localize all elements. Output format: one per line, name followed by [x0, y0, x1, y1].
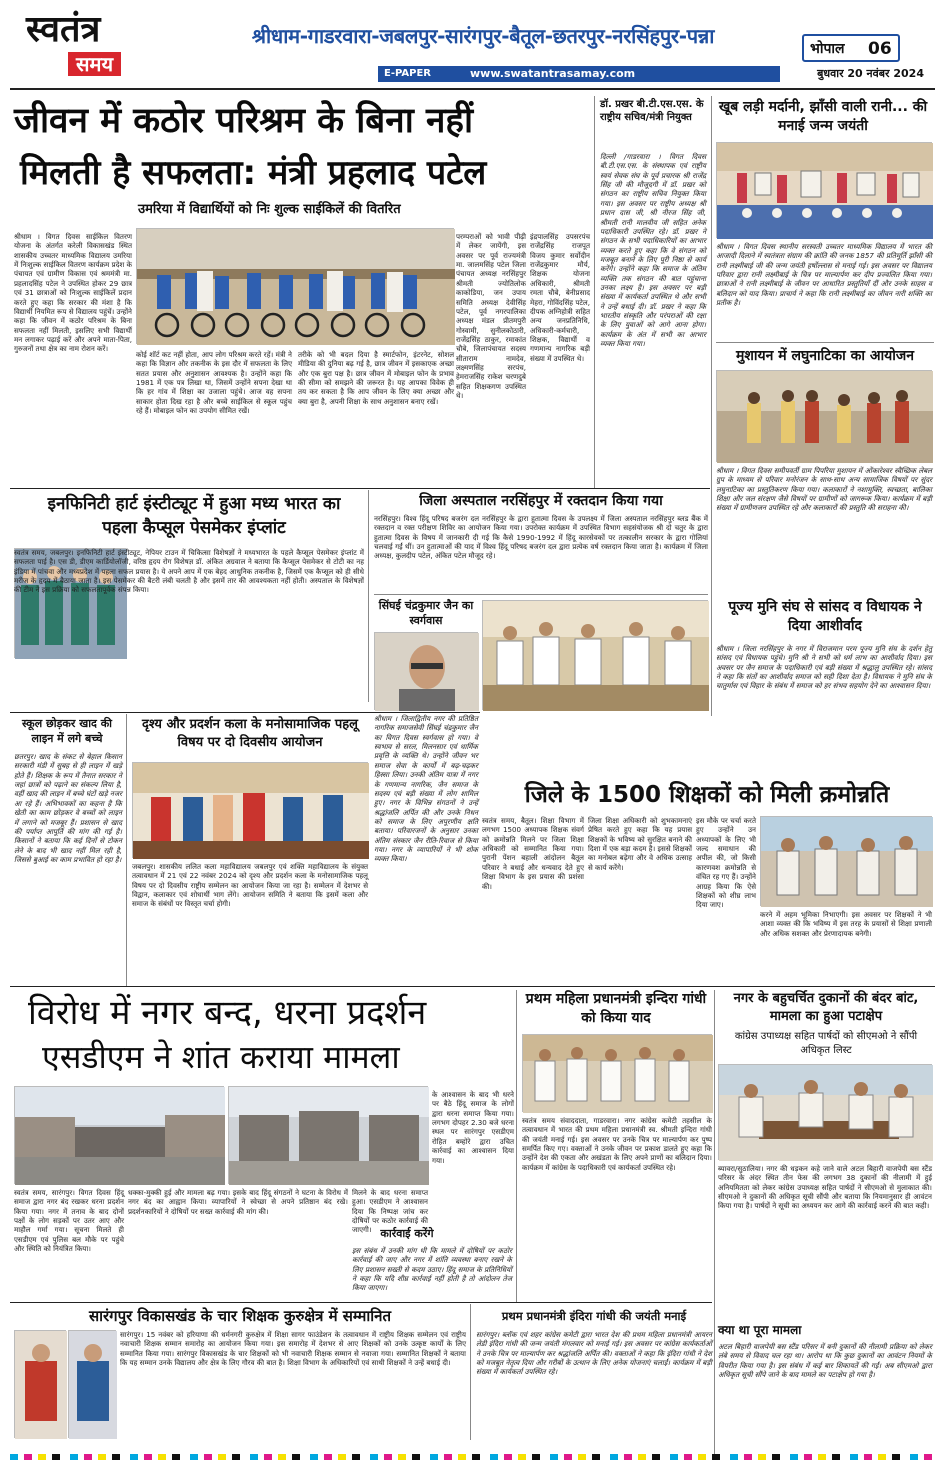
lead-col-5: इंद्रपालसिंह उपसरपंच राजेंद्रसिंह राजपूत विजय कुमार सर्वोदीन राजेंद्रकुमार मौर्य, शिक्षक योजना अधिकारी, श्रीमती रमता चौबे, बेनीप्रसाद मेहरा, गोविंदसिंह पटेल, दीपक अग्निहोत्री सहित अन्य जनप्रतिनिधि, अधिकारी-कर्मचारी, शिक्षक, विद्यार्थी व गणमान्य नागरिक बड़ी संख्या में उपस्थित थे।	[530, 232, 590, 363]
seminar-headline[interactable]: दृश्य और प्रदर्शन कला के मनोसामाजिक पहलू विषय पर दो दिवसीय आयोजन	[142, 717, 358, 750]
cmo-meeting-image	[719, 1065, 933, 1161]
jhansi-photo	[716, 142, 932, 238]
bandh-quote: इस संबंध में उनकी मांग थी कि मामले में दोषियों पर कठोर कार्रवाई की जाए और नगर में शांति व्यवस्था बनाए रखने के लिए प्रशासन सख्ती से कदम उठाए। हिंदू समाज के प्रतिनिधियों ने कहा कि यदि शीघ्र कार्रवाई नहीं होती है तो आंदोलन तेज किया जाएगा।	[352, 1246, 512, 1293]
teachers-photo-1	[14, 1330, 66, 1438]
shops-subhead-2: क्या था पूरा मामला	[718, 1323, 802, 1337]
bandh-subhead: कार्रवाई करेंगे	[380, 1227, 434, 1240]
seminar-photo	[132, 762, 368, 858]
obit-body: श्रीधाम । जिलाद्वितीय नगर की प्रतिष्ठित नागरिक समाजसेवी सिंघई चंद्रकुमार जैन का विगत दिवस स्वर्गवास हो गया। वे स्वभाव से सरल, मिलनसार एवं धार्मिक प्रवृत्ति के व्यक्ति थे। उन्होंने जीवन भर समाज सेवा के कार्यों में बढ़-चढ़कर हिस्सा लिया। उनकी अंतिम यात्रा में नगर के गणमान्य नागरिक, जैन समाज के सदस्य एवं बड़ी संख्या में लोग शामिल हुए। नगर के विभिन्न संगठनों ने उन्हें श्रद्धांजलि अर्पित की और उनके निधन को समाज के लिए अपूरणीय क्षति बताया। परिवारजनों के अनुसार उनका अंतिम संस्कार जैन रीति-रिवाज से किया गया। नगर के व्यापारियों ने भी शोक व्यक्त किया।	[374, 714, 478, 864]
bandh-col-1: स्वतंत्र समय, सारंगपुर। विगत दिवस हिंदू समाज द्वारा नगर बंद रखकर धरना प्रदर्शन किया गया। नगर में तनाव के बाद दोनों पक्षों के लोग सड़कों पर उतर आए और माहौल गर्मा गया। सूचना मिलते ही एसडीएम एवं पुलिस बल मौके पर पहुंचे और स्थिति को नियंत्रित किया।	[14, 1188, 124, 1254]
column-divider-6	[714, 990, 715, 1460]
appoint-headline[interactable]: डॉ. प्रखर बी.टी.एस.एस. के राष्ट्रीय सचिव/मंत्री नियुक्त	[600, 99, 704, 123]
nukkad-drama-image	[717, 371, 933, 463]
teachers-headline[interactable]: सारंगपुर विकासखंड के चार शिक्षक कुरुक्षेत्र में सम्मानित	[88, 1307, 392, 1325]
muni-sangh-image	[483, 601, 709, 711]
promotion-col-3: इस मौके पर चर्चा करते हुए उन्होंने उन अध्यापकों के लिए भी जल्द समाधान की अपील की, जो किसी कारणवश क्रमोन्नति से वंचित रह गए हैं। उन्होंने आग्रह किया कि ऐसे शिक्षकों को शीघ्र लाभ दिया जाए।	[696, 816, 756, 910]
column-divider-5	[516, 990, 517, 1302]
epaper-label: E-PAPER	[384, 68, 431, 79]
column-divider-4	[126, 714, 127, 986]
teachers-body: सारंगपुर। 15 नवंबर को हरियाणा की धर्मनगरी कुरुक्षेत्र में शिक्षा सागर फाउंडेशन के तत्वावधान में राष्ट्रीय शिक्षक सम्मेलन एवं राष्ट्रीय नवाचारी शिक्षक सम्मान समारोह का आयोजन किया गया। इस समारोह में देशभर से आए शिक्षकों को उनके उत्कृष्ट कार्यों के लिए सम्मानित किया गया। सारंगपुर विकासखंड के चार शिक्षकों को भी नवाचारी शिक्षक सम्मान से नवाजा गया। सम्मानित शिक्षकों ने बताया कि यह सम्मान उनके विद्यालय और क्षेत्र के लिए गौरव की बात है। शिक्षा विभाग के अधिकारियों एवं साथी शिक्षकों ने उन्हें बधाई दी।	[120, 1330, 466, 1368]
muni-headline[interactable]: पूज्य मुनि संघ से सांसद व विधायक ने दिया आशीर्वाद	[728, 599, 922, 634]
jayanti-body: सारंगपुर। ब्लॉक एवं शहर कांग्रेस कमेटी द्वारा भारत देश की प्रथम महिला प्रधानमंत्री आयरन लेडी इंदिरा गांधी की जन्म जयंती मंगलवार को मनाई गई। इस अवसर पर कांग्रेस कार्यकर्ताओं ने उनके चित्र पर माल्यार्पण कर श्रद्धांजलि अर्पित की। वक्ताओं ने कहा कि इंदिरा गांधी ने देश को मजबूत नेतृत्व दिया और गरीबों के उत्थान के लिए अनेक योजनाएं चलाईं। कार्यक्रम में बड़ी संख्या में कार्यकर्ता उपस्थित रहे।	[476, 1330, 712, 1377]
shops-body-2: अटल बिहारी वाजपेयी बस स्टैंड परिसर में बनी दुकानों की नीलामी प्रक्रिया को लेकर लंबे समय से विवाद चल रहा था। आरोप था कि कुछ दुकानों का आवंटन नियमों के विपरीत किया गया है। इस संबंध में कई बार शिकायतें की गईं। अब सीएमओ द्वारा अधिकृत सूची सौंपे जाने के बाद मामले का पटाक्षेप हो गया है।	[718, 1342, 932, 1380]
nukkad-body: श्रीधाम । विगत दिवस समीपवर्ती ग्राम पिपरिया मुशायन में ओंकारेश्वर स्वैच्छिक लेबल ग्रुप के माध्यम से परिवार मनोरंजन के साथ-साथ अन्य सामाजिक विषयों पर सुंदर लघुनाटिका का प्रस्तुतिकरण किया गया। कलाकारों ने नशामुक्ति, स्वच्छता, बालिका शिक्षा और जल संरक्षण जैसे विषयों पर ग्रामीणों को जागरूक किया। कार्यक्रम में बड़ी संख्या में ग्रामीणजन उपस्थित रहे और कलाकारों की प्रस्तुति की सराहना की।	[716, 466, 932, 513]
shops-body: ब्यावरा/सुठालिया। नगर की धड़कन कहे जाने वाले अटल बिहारी वाजपेयी बस स्टैंड परिसर के अंदर स्थित तीन फेस की लगभग 38 दुकानों की नीलामी में हुई अनियमितता को लेकर कांग्रेस उपाध्यक्ष सहित पार्षदों ने सीएमओ से मुलाकात की। सीएमओ ने दुकानों की अधिकृत सूची सौंपी और बताया कि नियमानुसार ही आवंटन किया गया है। पार्षदों ने सूची का अध्ययन कर आगे की कार्रवाई करने की बात कही।	[718, 1164, 932, 1211]
bandh-headline-1[interactable]: विरोध में नगर बन्द, धरना प्रदर्शन	[28, 993, 427, 1033]
indira-headline[interactable]: प्रथम महिला प्रधानमंत्री इन्दिरा गांधी को किया याद	[525, 991, 707, 1026]
bandh-col-3: मिलने के बाद धरना समाप्त हुआ। एसडीएम ने आश्वासन दिया कि निष्पक्ष जांच कर दोषियों पर कठोर कार्रवाई की जाएगी।	[352, 1188, 428, 1235]
promotion-headline[interactable]: जिले के 1500 शिक्षकों को मिली क्रमोन्नति	[524, 782, 890, 808]
congress-tribute-image	[523, 1035, 713, 1113]
obit-headline[interactable]: सिंघई चंद्रकुमार जैन का स्वर्गवास	[378, 599, 474, 627]
bandh-headline-2[interactable]: एसडीएम ने शांत कराया मामला	[42, 1038, 400, 1076]
blood-headline[interactable]: जिला अस्पताल नरसिंहपुर में रक्तदान किया गया	[419, 493, 663, 509]
column-divider	[594, 96, 595, 488]
closed-shops-image	[229, 1087, 429, 1185]
jhansi-body: श्रीधाम । विगत दिवस स्थानीय सरस्वती उच्चतर माध्यमिक विद्यालय में भारत की आजादी दिलाने में स्वतंत्रता संग्राम की क्रांति की जनक 1857 की प्रतिमूर्ति झाँसी की रानी लक्ष्मीबाई जी की जन्म जयंती हर्षोल्लास से मनाई गई। इस अवसर पर विद्यालय परिवार द्वारा रानी लक्ष्मीबाई के चित्र पर माल्यार्पण कर दीप प्रज्वलित किया गया। छात्राओं ने रानी लक्ष्मीबाई के जीवन पर आधारित प्रस्तुतियाँ दीं और उनके साहस व बलिदान को याद किया। प्राचार्य ने कहा कि रानी लक्ष्मीबाई का जीवन नारी शक्ति का प्रतीक है।	[716, 242, 932, 308]
jhansi-event-image	[717, 143, 933, 239]
section-rule-6	[10, 1302, 712, 1303]
promotion-col-1: स्वतंत्र समय, बैतूल। शिक्षा विभाग में लगभग 1500 अध्यापक शिक्षक संवर्ग को क्रमोन्नति मिलने पर जिला शिक्षा अधिकारी को सम्मानित किया गया। पुरानी पेंशन बहाली आंदोलन बैतूल परिवार ने बधाई और धन्यवाद देते हुए शिक्षा विभाग के इस प्रयास की प्रशंसा की।	[482, 816, 584, 891]
pacemaker-headline[interactable]: इनफिनिटी हार्ट इंस्टीट्यूट में हुआ मध्य भारत का पहला कैप्सूल पेसमेकर इंप्लांट	[47, 494, 341, 538]
masthead-rule	[10, 88, 935, 90]
shops-headline[interactable]: नगर के बहुचर्चित दुकानों की बंदर बांट, मामला का हुआ पटाक्षेप	[733, 991, 919, 1024]
promotion-col-4: करने में अहम भूमिका निभाएगी। इस अवसर पर शिक्षकों ने भी आशा व्यक्त की कि भविष्य में इस तरह के प्रयासों से शिक्षा प्रणाली और अधिक सशक्त और प्रेरणादायक बनेगी।	[760, 910, 932, 938]
indira-photo	[522, 1034, 712, 1112]
section-rule-5	[10, 986, 935, 987]
teachers-photo-2	[68, 1330, 116, 1438]
logo[interactable]	[26, 10, 156, 76]
edition-box	[802, 34, 900, 62]
page-number: 06	[868, 39, 892, 59]
pacemaker-body: स्वतंत्र समय, जबलपुर। इनफिनिटी हार्ट इंस्टीट्यूट, नेपियर टाउन में चिकित्सा विशेषज्ञों ने मध्यभारत के पहले कैप्सूल पेसमेकर इंप्लांट में सफलता पाई है। एस डी, डीएम कार्डियोलॉजी, वरिष्ठ हृदय रोग विशेषज्ञ डॉ. अंकित अग्रवाल ने बताया कि कैप्सूल पेसमेकर से टोटी का नह इंडिया में पांचवा और मध्यप्रदेश में पहला सफल प्रयास है। ये अपने आप में एक बेहद आधुनिक तकनीक है, जिसमें एक कैप्सूल को ही सीधे मरीज के हृदय में बैठाया जाता है। इस पेसमेकर की बैटरी लंबी चलती है और इसमें तार की आवश्यकता नहीं होती। अस्पताल के विशेषज्ञों की टीम ने इस प्रक्रिया को सफलतापूर्वक संपन्न किया।	[14, 548, 364, 595]
logo-bottom: समय	[68, 52, 121, 76]
closed-market-image	[15, 1087, 225, 1185]
lead-col-3: तरीके को भी बदल दिया है स्मार्टफोन, इंटरनेट, सोशल मीडिया की दुनिया बढ़ गई है, छात्र जीवन में इसकाएक अच्छा और एक बुरा पक्ष है। छात्र जीवन में मोबाइल फोन के प्रभाव की सीमा को समझने की जरूरत है। यह आपका विवेक ही तय कर सकता है कि आप जीवन के लिए क्या अच्छा और क्या बुरा है, अपनी शिक्षा के साथ अनुशासन बनाए रखें।	[298, 350, 454, 406]
nukkad-photo	[716, 370, 932, 462]
school-headline[interactable]: स्कूल छोड़कर खाद की लाइन में लगे बच्चे	[21, 717, 113, 745]
teacher-award-image-2	[69, 1331, 117, 1439]
school-body: छतरपुर। खाद के संकट से बेहाल किसान सरकारी मंडी में सुबह से ही लाइन में खड़े होते हैं। शिक्षक के रूप में तैनात सरकार ने जहां छात्रों को पढ़ाने का संकल्प लिया है, वहीं खाद की लाइन में बच्चे घंटों खड़े नजर आ रहे हैं। अभिभावकों का कहना है कि खेती का काम छोड़कर वे बच्चों को लाइन में लगाने को मजबूर हैं। प्रशासन से खाद की पर्याप्त आपूर्ति की मांग की गई है। किसानों ने बताया कि कई दिनों से टोकन लेने के बाद भी खाद नहीं मिल रही है, जिससे बुआई का काम प्रभावित हो रहा है।	[14, 752, 122, 864]
seminar-image	[133, 763, 369, 859]
column-divider-3	[368, 490, 369, 702]
blood-body: नरसिंहपुर। विश्व हिंदू परिषद बजरंग दल नरसिंहपुर के द्वारा हुतात्मा दिवस के उपलक्ष्य में जिला अस्पताल नरसिंहपुर ब्लड बैंक में रक्तदान व रक्त परीक्षण शिविर का आयोजन किया गया। उपरोक्त कार्यक्रम में उपस्थित विभाग सहसंयोजक श्री दो चतुर के द्वारा हुतात्मा दिवस के विषय में जानकारी दी गई कि कैसे 1990-1992 में हिंदू कारसेवकों पर तत्कालीन सरकार के द्वारा गोलियां चलवाई गईं थीं। उन हुतात्माओं की याद में विश्व हिंदू परिषद बजरंग दल द्वारा प्रत्येक वर्ष रक्तदान किया जाता है। कार्यक्रम में जिला अध्यक्ष, कुलदीप पटेल, अंकित पटेल मौजूद रहे।	[374, 514, 708, 561]
bandh-col-2: धक्का-मुक्की हुई और मामला बढ़ गया। इसके बाद हिंदू संगठनों ने घटना के विरोध में नगर बंद का आह्वान किया। व्यापारियों ने स्वेच्छा से अपने प्रतिष्ठान बंद रखे। प्रदर्शनकारियों ने दोषियों पर सख्त कार्रवाई की मांग की।	[128, 1188, 348, 1216]
website-link[interactable]: www.swatantrasamay.com	[470, 67, 636, 80]
teachers-meeting-image	[761, 817, 933, 907]
section-rule	[716, 342, 934, 343]
bandh-photo-2	[228, 1086, 428, 1184]
teacher-award-image-1	[15, 1331, 67, 1439]
lead-col-2: कोई शॉर्ट कट नहीं होता, आप लोग परिश्रम करते रहें। मंत्री ने कहा कि विज्ञान और तकनीक के इस दौर में सफलता के लिए सतत प्रयास और अनुशासन आवश्यक है। उन्होंने कहा कि 1981 में एक पत्र लिखा था, जिसमें उन्होंने सपना देखा था कि हर गांव में शिक्षा का उजाला पहुंचे। आज वह सपना साकार होता दिख रहा है और बच्चे साईकिल से स्कूल पहुंच रहे हैं। मोबाइल फोन का उपयोग सीमित रखें।	[136, 350, 292, 416]
shops-photo	[718, 1064, 932, 1160]
masthead	[0, 0, 945, 86]
bandh-photo-1	[14, 1086, 224, 1184]
muni-photo	[482, 600, 708, 710]
jhansi-headline[interactable]: खूब लड़ी मर्दानी, झाँसी वाली रानी... की मनाई जन्म जयंती	[718, 99, 928, 134]
logo-top: स्वतंत्र	[26, 9, 101, 50]
shops-subhead: कांग्रेस उपाध्यक्ष सहित पार्षदों को सीएमओ ने सौंपी अधिकृत लिस्ट	[734, 1031, 918, 1056]
jayanti-headline[interactable]: प्रथम प्रधानमंत्री इंदिरा गांधी की जयंती मनाई	[501, 1309, 687, 1323]
epaper-strip	[378, 66, 780, 82]
seminar-body: जबलपुर। शासकीय ललित कला महाविद्यालय जबलपुर एवं शक्ति महाविद्यालय के संयुक्त तत्वावधान में 21 एवं 22 नवंबर 2024 को दृश्य और प्रदर्शन कला के मनोसामाजिक पहलू विषय पर दो दिवसीय राष्ट्रीय सम्मेलन का आयोजन किया जा रहा है। सम्मेलन में देशभर से विद्वान, कलाकार एवं शोधार्थी भाग लेंगे। आयोजन समिति ने बताया कि इसमें कला और समाज के संबंधों पर विस्तृत चर्चा होगी।	[132, 862, 368, 909]
lead-photo-students-cycles	[136, 228, 454, 344]
edition-label: भोपाल	[810, 41, 845, 57]
edition-date: बुधवार 20 नवंबर 2024	[817, 67, 924, 80]
lead-headline-1[interactable]: जीवन में कठोर परिश्रम के बिना नहीं	[14, 101, 474, 141]
lead-subhead: उमरिया में विद्यार्थियों को निः शुल्क साईकिलें की वितरित	[138, 202, 401, 217]
indira-body: स्वतंत्र समय संवाददाता, गाडरवारा। नगर कांग्रेस कमेटी तहसील के तत्वावधान में भारत की प्रथम महिला प्रधानमंत्री स्व. श्रीमती इन्दिरा गांधी की जयंती मनाई गई। इस अवसर पर उनके चित्र पर माल्यार्पण कर पुष्प समर्पित किए गए। वक्ताओं ने उनके जीवन पर प्रकाश डालते हुए कहा कि उन्होंने देश की एकता और अखंडता के लिए अपने प्राणों का बलिदान दिया। कार्यक्रम में कांग्रेस के पदाधिकारी एवं कार्यकर्ता उपस्थित रहे।	[522, 1116, 712, 1172]
section-rule-4	[10, 712, 480, 713]
section-rule-2	[10, 488, 710, 489]
footer-color-marks	[10, 1454, 935, 1460]
bandh-col-4: के आश्वासन के बाद भी धरने पर बैठे हिंदू समाज के लोगों द्वारा धरना समाप्त किया गया। लगभग दोपहर 2.30 बजे धरना स्थल पर सारंगपुर एसडीएम रोहित बम्होरे द्वारा उचित कार्रवाई का आश्वासन दिया गया।	[432, 1090, 514, 1165]
obit-photo	[374, 632, 478, 710]
students-cycles-image	[137, 229, 455, 345]
lead-col-4: परम्पराओं को भावी पीढ़ी में लेकर जायेंगी, इस अवसर पर पूर्व राज्यमंत्री मा. जालमसिंह पटेल जिला पंचायत अध्यक्ष नरसिंहपुर श्रीमती ज्योतिलोक काकोडिया, जन उपाय समिति अध्यक्ष देवीसिंह पटेल, पूर्व नगरपालिका अध्यक्ष मंडल प्रीतमपुरी गोस्वामी, सुनीलकोठारी, राजेंद्रसिंह ठाकुर, रमाकांत चौबे, जिलापंचायत सदस्य सीताराम नामदेव, लक्ष्मणसिंह सरपंच, हेमराजसिंह राकेश चरणदुबे सहित शिक्षकगण उपस्थित थे।	[456, 232, 526, 401]
portrait-image	[375, 633, 479, 711]
lead-col-1: श्रीधाम । विगत दिवस साईकिल वितरण योजना के अंतर्गत करेली विकासखंड स्थित शासकीय उच्चतर माध्यमिक विद्यालय उमरिया में निःशुल्क साईकिल वितरण कार्यक्रम प्रदेश के पंचायत एवं ग्रामीण विकास एवं श्रममंत्री मा. प्रहलादसिंह पटेल ने उपस्थित होकर 29 छात्र एवं 31 छात्राओं को निःशुल्क साईकिलें प्रदान करते हुए कहा कि सरकार की मंशा है कि विद्यार्थी नियमित रूप से विद्यालय पहुंचें। उन्होंने कहा कि जीवन में कठोर परिश्रम के बिना सफलता नहीं मिलती, इसलिए सभी विद्यार्थी मन लगाकर पढ़ाई करें और अपने माता-पिता, गुरुजनों तथा क्षेत्र का नाम रोशन करें।	[14, 232, 132, 354]
nukkad-headline[interactable]: मुशायन में लघुनाटिका का आयोजन	[735, 348, 915, 364]
column-divider-7	[470, 1304, 471, 1440]
column-divider-right	[711, 96, 712, 716]
promotion-photo	[760, 816, 932, 906]
cities-banner: श्रीधाम-गाडरवारा-जबलपुर-सारंगपुर-बैतूल-छतरपुर-नरसिंहपुर-पन्ना	[251, 24, 715, 48]
lead-headline-2[interactable]: मिलती है सफलता: मंत्री प्रहलाद पटेल	[20, 153, 487, 193]
section-rule-3	[374, 594, 708, 595]
muni-body: श्रीधाम । जिला नरसिंहपुर के नगर में विराजमान परम पूज्य मुनि संघ के दर्शन हेतु सांसद एवं विधायक पहुंचे। मुनि श्री ने सभी को धर्म लाभ का आशीर्वाद दिया। इस अवसर पर जैन समाज के पदाधिकारी एवं बड़ी संख्या में श्रद्धालु उपस्थित रहे। सांसद ने कहा कि संतों का आशीर्वाद समाज को सही दिशा देता है। विधायक ने मुनि संघ के चातुर्मास एवं विहार के संबंध में समाज को हर संभव सहयोग देने का आश्वासन दिया।	[716, 644, 932, 691]
promotion-col-2: जिला शिक्षा अधिकारी को शुभकामनाएं प्रेषित करते हुए कहा कि यह प्रयास शिक्षकों के भविष्य को सुरक्षित बनाने की दिशा में एक बड़ा कदम है। इससे शिक्षकों का मनोबल बढ़ेगा और वे अधिक उत्साह से कार्य करेंगे।	[588, 816, 692, 872]
appoint-body: दिल्ली /गाडरवारा । विगत दिवस बी.टी.एस.एस. के संस्थापक एवं राष्ट्रीय स्वयं सेवक संघ के पूर्व प्रचारक श्री राजेंद्र सिंह जी की मौजूदगी में डॉ. प्रखर को संगठन का राष्ट्रीय सचिव नियुक्त किया गया। इस अवसर पर राष्ट्रीय अध्यक्ष श्री प्रधान दास जी, श्री नीरज सिंह जी, श्रीमती रानी मालवीय जी सहित अनेक पदाधिकारी उपस्थित रहे। डॉ. प्रखर ने संगठन के सभी पदाधिकारियों का आभार व्यक्त करते हुए कहा कि वे संगठन को मजबूत बनाने के लिए पूरी निष्ठा से कार्य करेंगे। उन्होंने कहा कि समाज के अंतिम व्यक्ति तक संगठन की बात पहुंचाना उनका लक्ष्य है। इस अवसर पर बड़ी संख्या में कार्यकर्ता उपस्थित थे और सभी ने उन्हें बधाई दी। डॉ. प्रखर ने कहा कि भारतीय संस्कृति और परंपराओं की रक्षा के लिए युवाओं को आगे आना होगा। कार्यक्रम के अंत में सभी का आभार व्यक्त किया गया।	[600, 152, 706, 349]
